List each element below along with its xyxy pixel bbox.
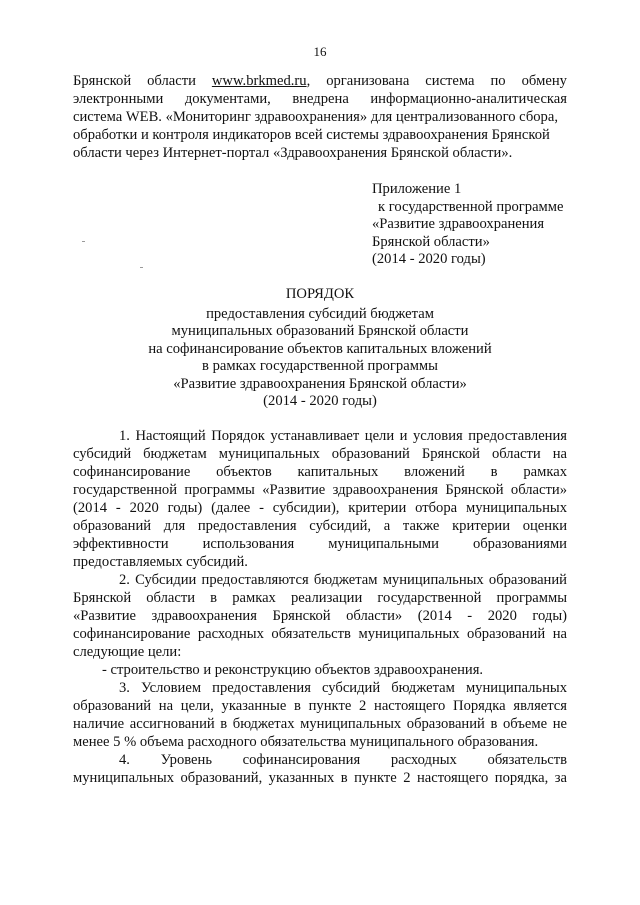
heading-line-4: в рамках государственной программы	[202, 358, 438, 374]
heading-line-2: муниципальных образований Брянской области	[171, 323, 469, 339]
p3-line-1: 3. Условием предоставления субсидий бюджетам муниципальных	[119, 680, 567, 696]
scan-mark	[140, 267, 143, 268]
p3-line-3: наличие ассигнований в бюджетах муниципальных образований в объеме не	[73, 716, 567, 732]
intro-line-4: обработки и контроля индикаторов всей системы здравоохранения Брянской	[73, 127, 550, 143]
p4-line-2: муниципальных образований, указанных в пункте 2 настоящего порядка, за	[73, 770, 567, 786]
intro-line-2: электронными документами, внедрена информационно-аналитическая	[73, 91, 567, 107]
p1-line-2: субсидий бюджетам муниципальных образований Брянской области на	[73, 446, 567, 462]
intro-line-5: области через Интернет-портал «Здравоохранения Брянской области».	[73, 145, 513, 161]
p1-line-6: образований для предоставления субсидий, а также критерии оценки	[73, 518, 567, 534]
p3-line-2: образований на цели, указанные в пункте 2 настоящего Порядка является	[73, 698, 567, 714]
p2-list-item: - строительство и реконструкцию объектов здравоохранения.	[102, 662, 484, 678]
p2-line-3: «Развитие здравоохранения Брянской области» (2014 - 2020 годы)	[73, 608, 567, 624]
p1-line-8: предоставляемых субсидий.	[73, 554, 248, 570]
page-number: 16	[313, 44, 327, 59]
heading-line-3: на софинансирование объектов капитальных вложений	[148, 341, 492, 357]
p2-line-4: софинансирование расходных обязательств муниципальных образований на	[73, 626, 567, 642]
p2-line-2: Брянской области в рамках реализации государственной программы	[73, 590, 567, 606]
p1-line-3: софинансирование объектов капитальных вложений в рамках	[73, 464, 567, 480]
p1-line-5: (2014 - 2020 годы) (далее - субсидии), критерии отбора муниципальных	[73, 500, 567, 516]
p1-line-4: государственной программы «Развитие здравоохранения Брянской области»	[73, 482, 567, 498]
p1-line-1: 1. Настоящий Порядок устанавливает цели и условия предоставления	[119, 428, 567, 444]
document-title: ПОРЯДОК	[285, 286, 355, 302]
p3-line-4: менее 5 % объема расходного обязательства муниципального образования.	[73, 734, 539, 750]
intro-line-1-suffix: , организована система по обмену	[306, 73, 567, 89]
heading-line-1: предоставления субсидий бюджетам	[206, 306, 434, 322]
intro-line-1	[73, 73, 567, 90]
appendix-line-5: (2014 - 2020 годы)	[372, 251, 486, 267]
p2-line-1: 2. Субсидии предоставляются бюджетам муниципальных образований	[119, 572, 567, 588]
intro-line-1-prefix: Брянской области	[73, 73, 196, 89]
p4-line-1: 4. Уровень софинансирования расходных обязательств	[119, 752, 567, 768]
scan-mark	[82, 241, 85, 242]
appendix-line-1: Приложение 1	[372, 181, 462, 197]
intro-line-3: система WEB. «Мониторинг здравоохранения» для централизованного сбора,	[73, 109, 558, 125]
heading-line-5: «Развитие здравоохранения Брянской области»	[173, 376, 467, 392]
appendix-line-3: «Развитие здравоохранения	[372, 216, 545, 232]
appendix-line-2: к государственной программе	[378, 199, 564, 215]
p1-line-7: эффективности использования муниципальными образованиями	[73, 536, 567, 552]
heading-line-6: (2014 - 2020 годы)	[263, 393, 377, 409]
p2-line-5: следующие цели:	[73, 644, 182, 660]
appendix-line-4: Брянской области»	[372, 234, 490, 250]
website-link[interactable]: www.brkmed.ru	[211, 73, 307, 89]
